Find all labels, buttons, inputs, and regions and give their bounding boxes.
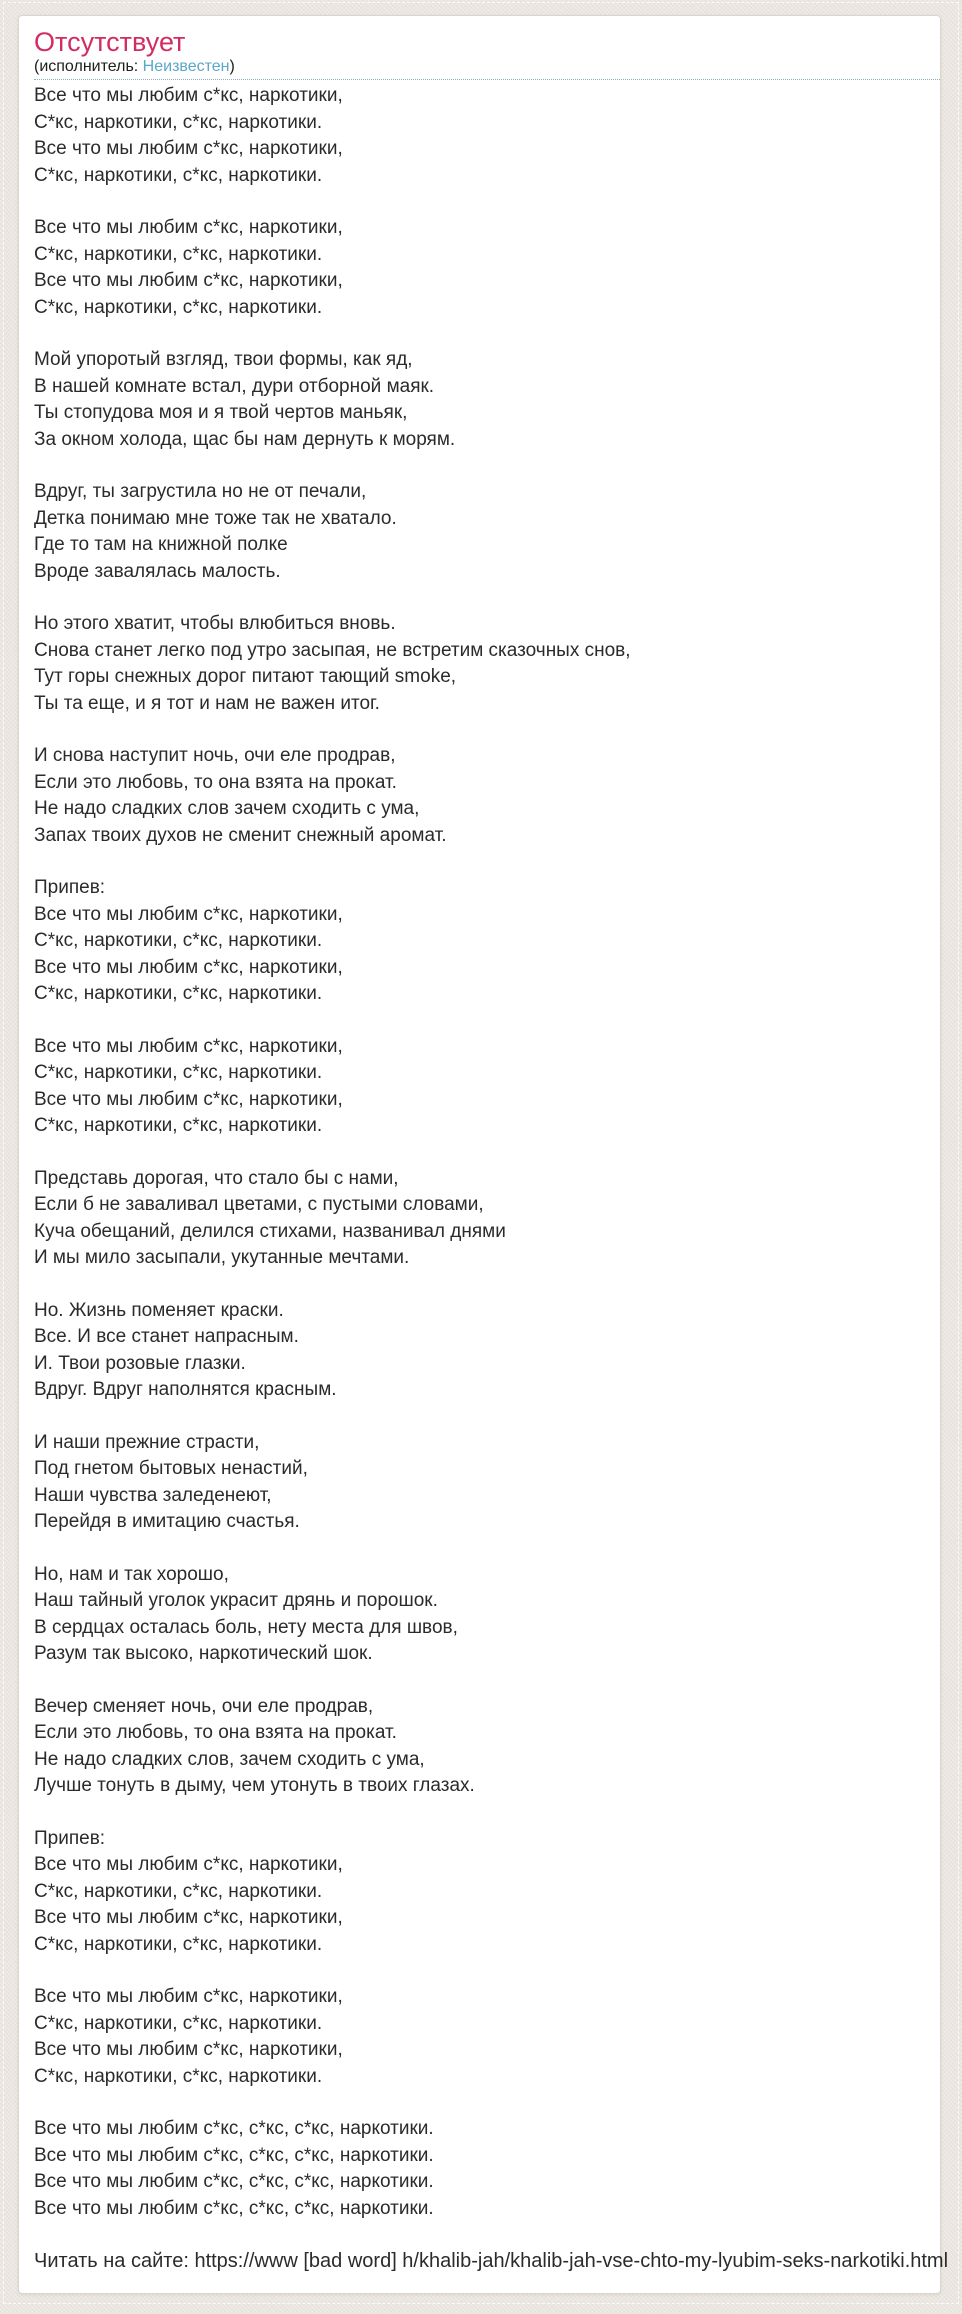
lyric-line: С*кс, наркотики, с*кс, наркотики. [34, 296, 323, 318]
lyric-line: И. Твои розовые глазки. [34, 1352, 246, 1374]
lyric-line: И наши прежние страсти, [34, 1431, 260, 1453]
lyric-line: За окном холода, щас бы нам дернуть к морям. [34, 428, 456, 450]
lyric-line: С*кс, наркотики, с*кс, наркотики. [34, 1115, 323, 1136]
artist-label-suffix: ) [229, 58, 235, 75]
read-on-site-text: Читать на сайте: https://www [bad word] h/khalib-jah/khalib-jah-vse-chto-my-lyubim-seks-narkotiki.html [34, 2250, 949, 2272]
lyric-line: Ты та еще, и я тот и нам не важен итог. [34, 692, 380, 714]
stanza [34, 1562, 940, 1668]
lyric-line: С*кс, наркотики, с*кс, наркотики. [34, 243, 323, 265]
lyric-line: Все что мы любим с*кс, наркотики, [34, 1088, 343, 1110]
lyric-line: Где то там на книжной полке [34, 534, 288, 555]
lyric-line: Все что мы любим с*кс, наркотики, [34, 1035, 343, 1057]
lyric-line: С*кс, наркотики, с*кс, наркотики. [34, 2012, 323, 2034]
lyric-line: Но. Жизнь поменяет краски. [34, 1299, 284, 1321]
lyric-line: Запах твоих духов не сменит снежный аромат. [34, 824, 447, 846]
lyric-line: Все что мы любим с*кс, наркотики, [34, 1986, 343, 2007]
stanza [34, 83, 940, 189]
lyric-line: Припев: [34, 1827, 106, 1849]
stanza [34, 1034, 940, 1140]
song-header [34, 28, 940, 80]
lyric-line: Не надо сладких слов зачем сходить с ума, [34, 798, 420, 819]
lyric-line: С*кс, наркотики, с*кс, наркотики. [34, 1062, 323, 1083]
stanza [34, 743, 940, 849]
stanza [34, 1984, 940, 2090]
lyric-line: И снова наступит ночь, очи еле продрав, [34, 745, 396, 766]
lyric-line: С*кс, наркотики, с*кс, наркотики. [34, 111, 323, 133]
lyrics-card [18, 15, 949, 2294]
lyric-line: Снова станет легко под утро засыпая, не встретим сказочных снов, [34, 639, 631, 661]
stanza [34, 1430, 940, 1536]
artist-label-prefix: (исполнитель: [34, 58, 143, 75]
stanza [34, 1694, 940, 1800]
lyric-line: В сердцах осталась боль, нету места для швов, [34, 1616, 458, 1638]
lyric-line: Все что мы любим с*кс, наркотики, [34, 1907, 343, 1928]
lyric-line: Разум так высоко, наркотический шок. [34, 1643, 373, 1664]
lyric-line: Все что мы любим с*кс, наркотики, [34, 270, 343, 291]
lyric-line: С*кс, наркотики, с*кс, наркотики. [34, 2065, 323, 2087]
lyric-line: С*кс, наркотики, с*кс, наркотики. [34, 983, 323, 1004]
stanza [34, 347, 940, 453]
lyric-line: С*кс, наркотики, с*кс, наркотики. [34, 930, 323, 951]
lyric-line: Под гнетом бытовых ненастий, [34, 1458, 308, 1479]
lyric-line: С*кс, наркотики, с*кс, наркотики. [34, 1933, 323, 1955]
lyric-line: Вдруг. Вдруг наполнятся красным. [34, 1379, 337, 1400]
lyric-line: С*кс, наркотики, с*кс, наркотики. [34, 1880, 323, 1902]
lyric-line: Не надо сладких слов, зачем сходить с ума, [34, 1748, 425, 1770]
lyric-line: Если это любовь, то она взята на прокат. [34, 1722, 397, 1743]
lyric-line: С*кс, наркотики, с*кс, наркотики. [34, 164, 323, 186]
lyric-line: Наши чувства заледенеют, [34, 1484, 272, 1506]
lyric-line: Все что мы любим с*кс, с*кс, с*кс, наркотики. [34, 2197, 434, 2219]
lyric-line: И мы мило засыпали, укутанные мечтами. [34, 1247, 410, 1268]
stanza [34, 479, 940, 585]
lyric-line: Перейдя в имитацию счастья. [34, 1511, 300, 1532]
lyric-line: Лучше тонуть в дыму, чем утонуть в твоих глазах. [34, 1775, 475, 1796]
stanza [34, 2116, 940, 2222]
lyric-line: Наш тайный уголок украсит дрянь и порошок. [34, 1590, 438, 1611]
lyric-line: Припев: [34, 877, 106, 898]
lyric-line: В нашей комнате встал, дури отборной маяк. [34, 375, 435, 397]
lyric-line: Тут горы снежных дорог питают тающий smoke, [34, 666, 457, 687]
stanza [34, 215, 940, 321]
lyric-line: Если это любовь, то она взята на прокат. [34, 771, 397, 793]
lyric-line: Все. И все станет напрасным. [34, 1326, 299, 1347]
lyric-line: Все что мы любим с*кс, наркотики, [34, 217, 343, 238]
lyric-line: Все что мы любим с*кс, с*кс, с*кс, наркотики. [34, 2144, 434, 2166]
lyric-line: Куча обещаний, делился стихами, названивал днями [34, 1220, 506, 1242]
stanza [34, 1826, 940, 1959]
lyrics [34, 83, 940, 2222]
page-title: Отсутствует [34, 27, 186, 57]
lyric-line: Если б не заваливал цветами, с пустыми словами, [34, 1194, 484, 1215]
lyric-line: Все что мы любим с*кс, наркотики, [34, 85, 343, 106]
lyric-line: Но этого хватит, чтобы влюбиться вновь. [34, 613, 396, 634]
card-content [19, 16, 949, 2274]
stanza [34, 1166, 940, 1272]
lyric-line: Вроде завалялась малость. [34, 560, 281, 582]
stanza [34, 611, 940, 717]
lyric-line: Все что мы любим с*кс, наркотики, [34, 1854, 343, 1875]
lyric-line: Вечер сменяет ночь, очи еле продрав, [34, 1695, 374, 1717]
stanza [34, 1298, 940, 1404]
lyric-line: Все что мы любим с*кс, с*кс, с*кс, наркотики. [34, 2171, 434, 2192]
lyric-line: Все что мы любим с*кс, наркотики, [34, 2039, 343, 2060]
lyric-line: Все что мы любим с*кс, наркотики, [34, 138, 343, 159]
lyric-line: Ты стопудова моя и я твой чертов маньяк, [34, 402, 408, 423]
lyric-line: Все что мы любим с*кс, с*кс, с*кс, наркотики. [34, 2118, 434, 2139]
stanza [34, 875, 940, 1008]
lyric-line: Все что мы любим с*кс, наркотики, [34, 956, 343, 978]
lyric-line: Представь дорогая, что стало бы с нами, [34, 1167, 399, 1189]
lyric-line: Мой упоротый взгляд, твои формы, как яд, [34, 349, 413, 370]
artist-subtitle [34, 57, 940, 77]
artist-link[interactable]: Неизвестен [142, 58, 230, 75]
lyric-line: Но, нам и так хорошо, [34, 1563, 229, 1585]
lyric-line: Детка понимаю мне тоже так не хватало. [34, 507, 397, 529]
lyric-line: Вдруг, ты загрустила но не от печали, [34, 481, 367, 502]
lyric-line: Все что мы любим с*кс, наркотики, [34, 903, 343, 925]
